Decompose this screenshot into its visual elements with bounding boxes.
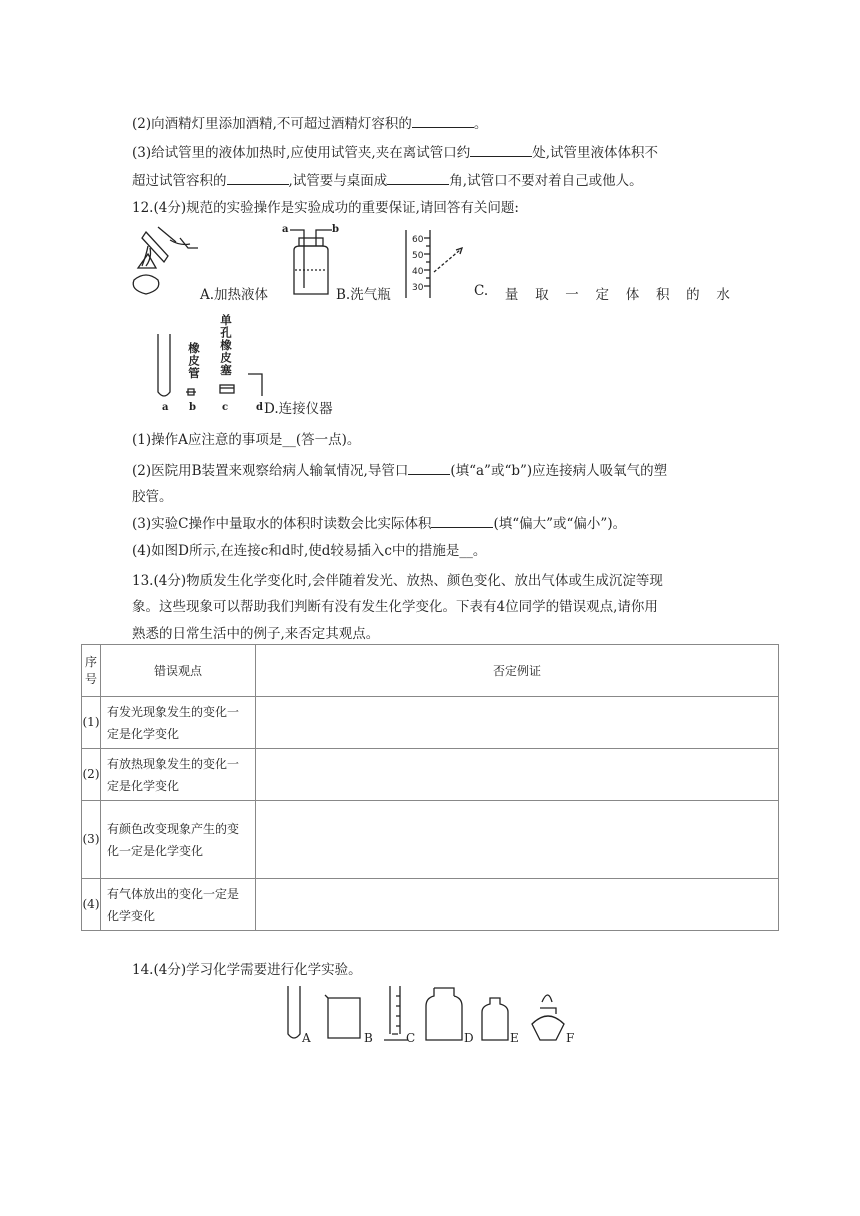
answer-cell[interactable]: [256, 879, 779, 931]
row-num: (2): [82, 749, 101, 801]
answer-blank[interactable]: [470, 142, 532, 157]
row-view: 有发光现象发生的变化一定是化学变化: [101, 697, 256, 749]
q12-2-text-b: (填“a”或“b”)应连接病人吸氧气的塑: [450, 463, 668, 479]
part-label: b: [189, 402, 196, 413]
gas-washing-bottle-figure: [286, 226, 336, 300]
tick-label: 30: [412, 283, 424, 293]
caption-d: D.连接仪器: [264, 401, 333, 417]
answer-cell[interactable]: [256, 749, 779, 801]
part-label: c: [222, 402, 229, 413]
misconception-table: [81, 644, 779, 931]
glassware-label: D: [464, 1031, 474, 1045]
table-row: [82, 879, 779, 931]
q11-part3-line2: [132, 170, 643, 191]
table-header-row: [82, 645, 779, 697]
part-label: a: [162, 402, 169, 413]
row-num: (3): [82, 801, 101, 879]
q13-line2: 象。这些现象可以帮助我们判断有没有发生化学变化。下表有4位同学的错误观点,请你用: [132, 599, 658, 615]
glassware-label: C: [406, 1031, 416, 1045]
q12-2: [132, 460, 667, 481]
q12-1: (1)操作A应注意的事项是__(答一点)。: [132, 432, 361, 448]
glassware-label: A: [302, 1031, 311, 1045]
table-row: [82, 697, 779, 749]
caption-c-char: 取: [535, 287, 549, 303]
tick-label: 60: [412, 235, 424, 245]
caption-b: B.洗气瓶: [336, 287, 391, 303]
header-num: 序号: [82, 645, 101, 697]
q11-3-text-c: 超过试管容积的: [132, 173, 227, 189]
row-view: 有气体放出的变化一定是化学变化: [101, 879, 256, 931]
answer-blank[interactable]: [412, 113, 474, 128]
row-view: 有放热现象发生的变化一定是化学变化: [101, 749, 256, 801]
q11-3-text-d: ,试管要与桌面成: [288, 173, 388, 189]
answer-blank[interactable]: [431, 513, 493, 528]
table-row: [82, 749, 779, 801]
header-example: 否定例证: [256, 645, 779, 697]
caption-c-char: 一: [565, 287, 579, 303]
q11-3-text-b: 处,试管里液体体积不: [532, 145, 659, 161]
caption-c-char: 定: [595, 287, 610, 303]
glassware-label: E: [510, 1031, 519, 1045]
port-label-a: a: [282, 224, 289, 235]
q13-line3: 熟悉的日常生活中的例子,来否定其观点。: [132, 626, 380, 642]
tick-label: 40: [412, 267, 424, 277]
answer-blank[interactable]: [227, 170, 289, 185]
q12-2-text: (2)医院用B装置来观察给病人输氧情况,导管口: [132, 463, 409, 479]
answer-blank[interactable]: [408, 460, 450, 475]
rubber-tube-label: 橡皮管: [187, 342, 201, 380]
stopper-label: 单孔橡皮塞: [219, 314, 233, 377]
caption-c-char: 量: [504, 287, 519, 303]
glassware-label: B: [364, 1031, 373, 1045]
caption-c: [474, 283, 730, 303]
port-label-b: b: [332, 224, 339, 235]
q11-3-text: (3)给试管里的液体加热时,应使用试管夹,夹在离试管口约: [132, 145, 471, 161]
q13-line1: 13.(4分)物质发生化学变化时,会伴随着发光、放热、颜色变化、放出气体或生成沉淀等现: [132, 573, 663, 589]
caption-c-char: C.: [474, 283, 489, 299]
answer-blank[interactable]: [387, 170, 449, 185]
table-row: [82, 801, 779, 879]
answer-cell[interactable]: [256, 697, 779, 749]
glassware-label: F: [566, 1031, 575, 1045]
q11-2-text: (2)向酒精灯里添加酒精,不可超过酒精灯容积的: [132, 116, 412, 132]
q12-3: [132, 513, 626, 534]
row-num: (4): [82, 879, 101, 931]
tick-label: 50: [412, 251, 424, 261]
caption-a: A.加热液体: [200, 287, 269, 303]
row-num: (1): [82, 697, 101, 749]
answer-cell[interactable]: [256, 801, 779, 879]
row-view: 有颜色改变现象产生的变化一定是化学变化: [101, 801, 256, 879]
q12-2-cont: 胶管。: [132, 489, 173, 505]
part-label: d: [256, 402, 263, 413]
q12-4: (4)如图D所示,在连接c和d时,使d较易插入c中的措施是__。: [132, 543, 487, 559]
caption-c-char: 积: [655, 287, 670, 303]
heating-liquid-figure: [128, 222, 200, 298]
apparatus-parts-figure: [150, 330, 270, 402]
lab-glassware-figure: [284, 984, 594, 1046]
q12-title: 12.(4分)规范的实验操作是实验成功的重要保证,请回答有关问题:: [132, 200, 519, 216]
q11-3-text-e: 角,试管口不要对着自己或他人。: [449, 173, 643, 189]
q11-2-end: 。: [473, 116, 488, 132]
cylinder-reading-figure: [402, 228, 472, 300]
q14-title: 14.(4分)学习化学需要进行化学实验。: [132, 962, 362, 978]
q12-3-text: (3)实验C操作中量取水的体积时读数会比实际体积: [132, 516, 432, 532]
caption-c-char: 体: [625, 287, 640, 303]
q12-3-text-b: (填“偏大”或“偏小”)。: [493, 516, 627, 532]
q11-part3-line1: [132, 142, 658, 163]
caption-c-char: 的: [686, 287, 700, 303]
q11-part2: [132, 113, 487, 134]
caption-c-char: 水: [716, 287, 730, 303]
header-view: 错误观点: [101, 645, 256, 697]
